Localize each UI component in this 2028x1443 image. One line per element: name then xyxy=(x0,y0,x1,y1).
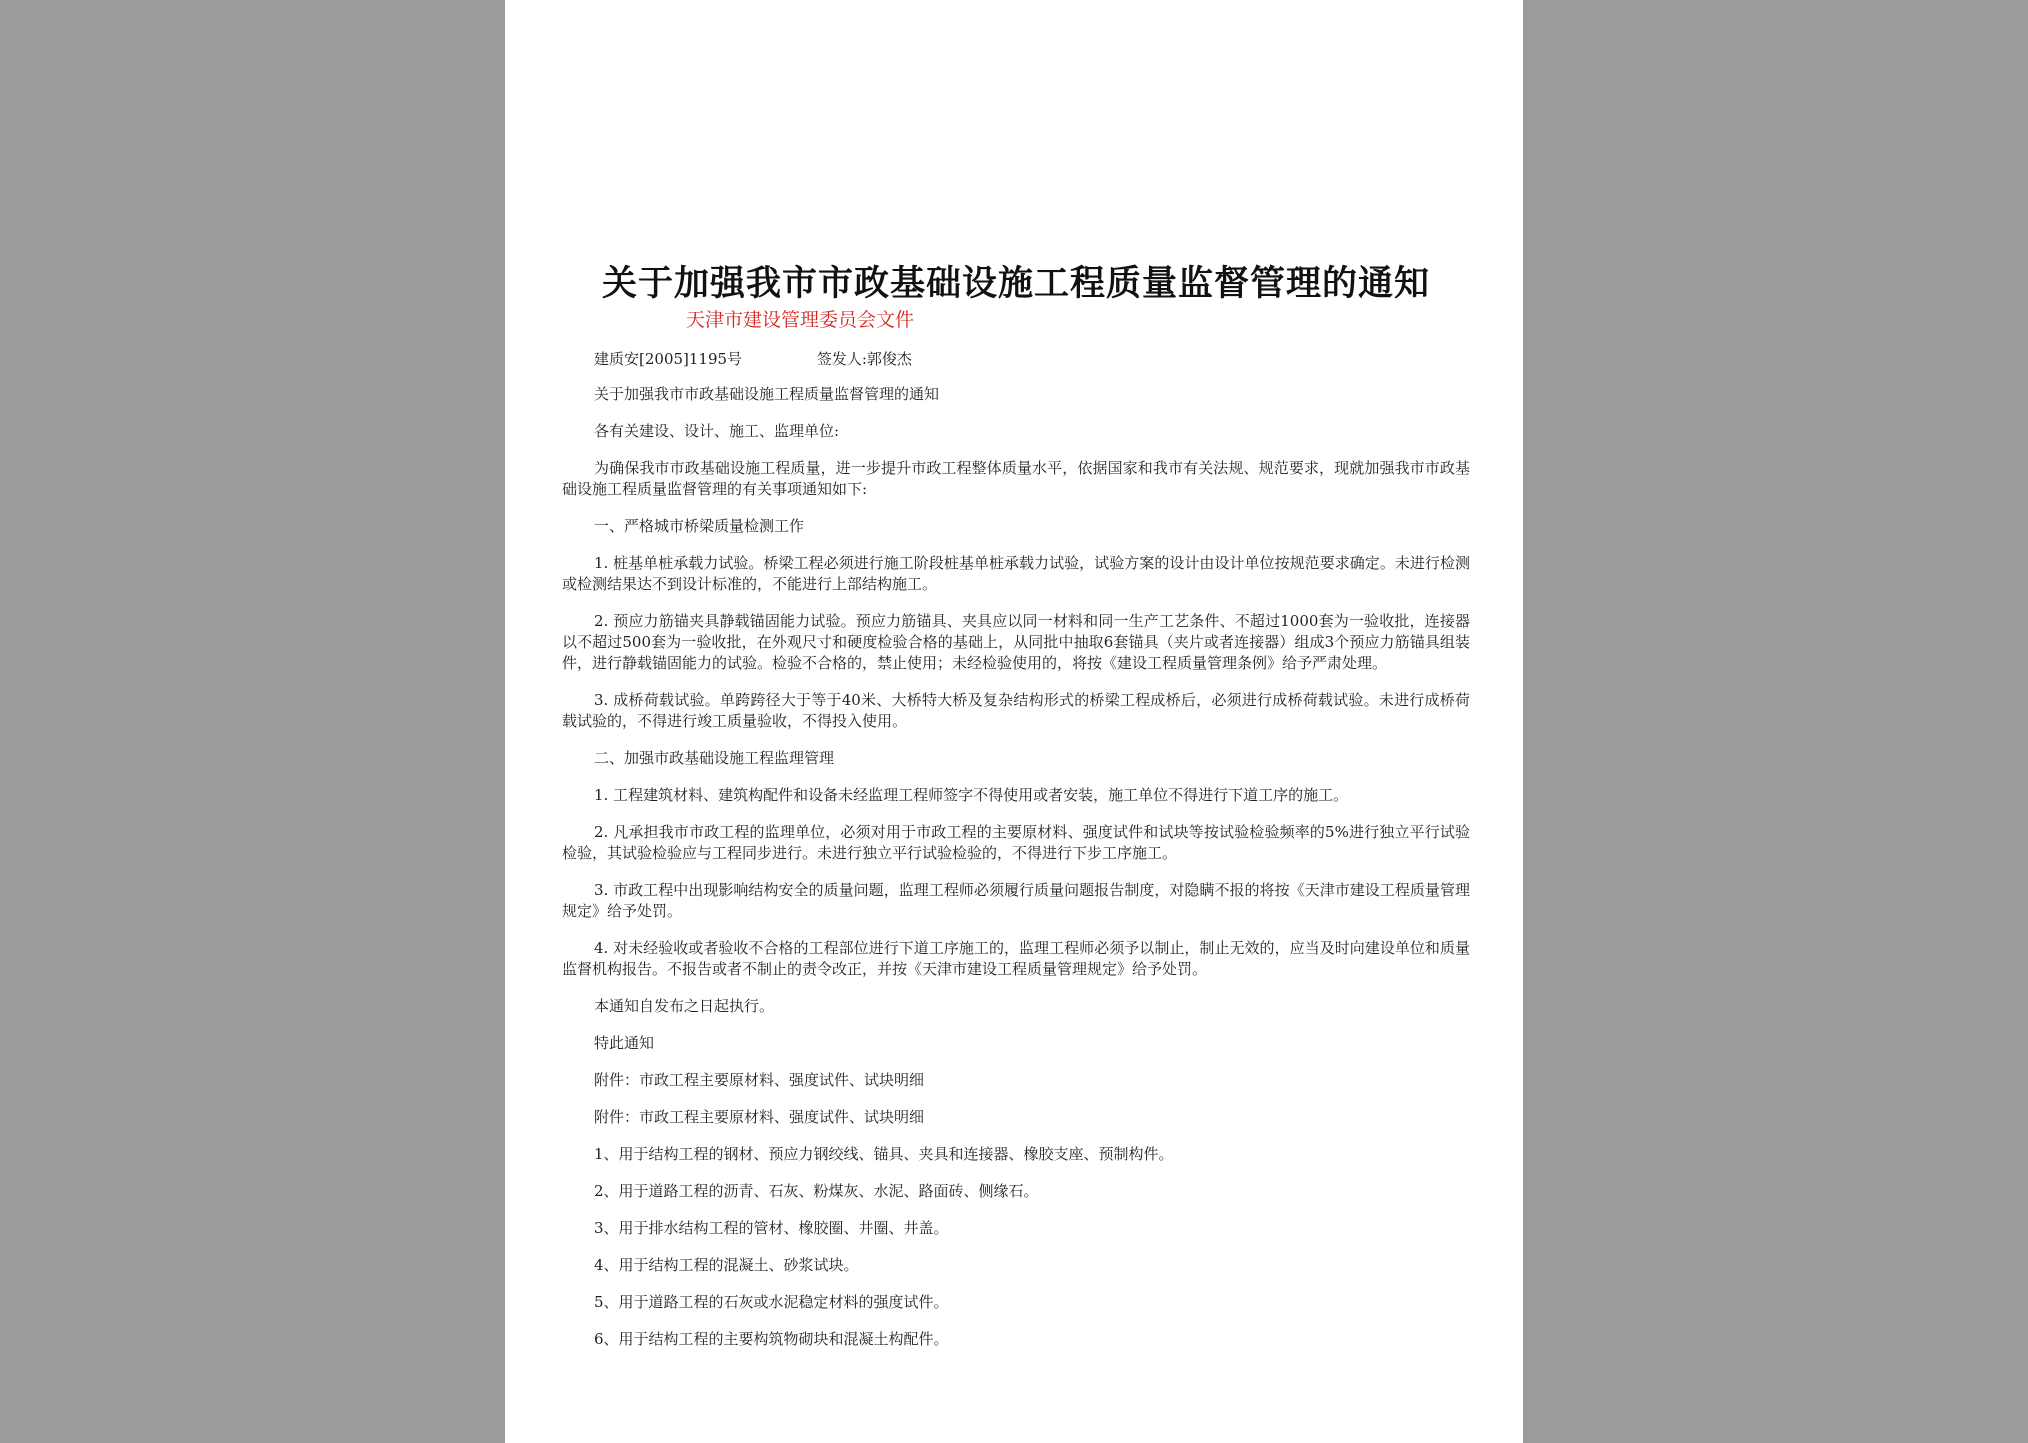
list-item: 2、用于道路工程的沥青、石灰、粉煤灰、水泥、路面砖、侧缘石。 xyxy=(594,1182,1039,1200)
intro-paragraph: 为确保我市市政基础设施工程质量，进一步提升市政工程整体质量水平，依据国家和我市有关法规、规范要求，现就加强我市市政基础设施工程质量监督管理的有关事项通知如下: xyxy=(562,459,1470,498)
list-item: 4、用于结构工程的混凝土、砂浆试块。 xyxy=(594,1256,859,1274)
section-heading: 一、严格城市桥梁质量检测工作 xyxy=(594,517,805,535)
document-title: 关于加强我市市政基础设施工程质量监督管理的通知 xyxy=(601,263,1430,304)
list-item: 3、用于排水结构工程的管材、橡胶圈、井圈、井盖。 xyxy=(594,1219,949,1237)
paragraph: 1. 桩基单桩承载力试验。桥梁工程必须进行施工阶段桩基单桩承载力试验，试验方案的设计由设计单位按规范要求确定。未进行检测或检测结果达不到设计标准的，不能进行上部结构施工。 xyxy=(562,554,1470,593)
salutation: 各有关建设、设计、施工、监理单位: xyxy=(594,422,840,440)
section-heading: 二、加强市政基础设施工程监理管理 xyxy=(594,749,835,767)
list-item: 6、用于结构工程的主要构筑物砌块和混凝土构配件。 xyxy=(594,1330,949,1348)
document-meta xyxy=(594,348,912,370)
document-signer: 签发人:郭俊杰 xyxy=(816,350,912,368)
paragraph: 3. 成桥荷载试验。单跨跨径大于等于40米、大桥特大桥及复杂结构形式的桥梁工程成桥后，必须进行成桥荷载试验。未进行成桥荷载试验的，不得进行竣工质量验收，不得投入使用。 xyxy=(562,691,1470,730)
paragraph: 4. 对未经验收或者验收不合格的工程部位进行下道工序施工的，监理工程师必须予以制止，制止无效的，应当及时向建设单位和质量监督机构报告。不报告或者不制止的责令改正，并按《天津市建设工程质量管理规定》给予处罚。 xyxy=(562,939,1470,978)
list-item: 1、用于结构工程的钢材、预应力钢绞线、锚具、夹具和连接器、橡胶支座、预制构件。 xyxy=(594,1145,1174,1163)
issuer-subtitle: 天津市建设管理委员会文件 xyxy=(686,309,915,331)
list-item: 5、用于道路工程的石灰或水泥稳定材料的强度试件。 xyxy=(594,1293,949,1311)
attachment-line: 附件：市政工程主要原材料、强度试件、试块明细 xyxy=(594,1071,925,1089)
paragraph: 2. 预应力筋锚夹具静载锚固能力试验。预应力筋锚具、夹具应以同一材料和同一生产工艺条件、不超过1000套为一验收批，连接器以不超过500套为一验收批，在外观尺寸和硬度检验合格的基础上，从同批中抽取6套锚具（夹片或者连接器）组成3个预应力筋锚具组装件，进行静载锚固能力的试验。检验不合格的，禁止使用；未经检验使用的，将按《建设工程质量管理条例》给予严肃处理。 xyxy=(562,612,1470,672)
paragraph: 2. 凡承担我市市政工程的监理单位，必须对用于市政工程的主要原材料、强度试件和试块等按试验检验频率的5%进行独立平行试验检验，其试验检验应与工程同步进行。未进行独立平行试验检验的，不得进行下步工序施工。 xyxy=(562,823,1470,862)
closing-line: 特此通知 xyxy=(594,1034,655,1052)
paragraph: 3. 市政工程中出现影响结构安全的质量问题，监理工程师必须履行质量问题报告制度，对隐瞒不报的将按《天津市建设工程质量管理规定》给予处罚。 xyxy=(562,881,1470,920)
document-number: 建质安[2005]1195号 xyxy=(594,350,743,368)
attachment-line: 附件：市政工程主要原材料、强度试件、试块明细 xyxy=(594,1108,925,1126)
paragraph: 1. 工程建筑材料、建筑构配件和设备未经监理工程师签字不得使用或者安装，施工单位不得进行下道工序的施工。 xyxy=(594,786,1349,804)
closing-line: 本通知自发布之日起执行。 xyxy=(594,997,775,1015)
body-heading: 关于加强我市市政基础设施工程质量监督管理的通知 xyxy=(594,385,940,403)
document-page xyxy=(505,0,1523,1443)
document-body xyxy=(562,384,1470,1366)
